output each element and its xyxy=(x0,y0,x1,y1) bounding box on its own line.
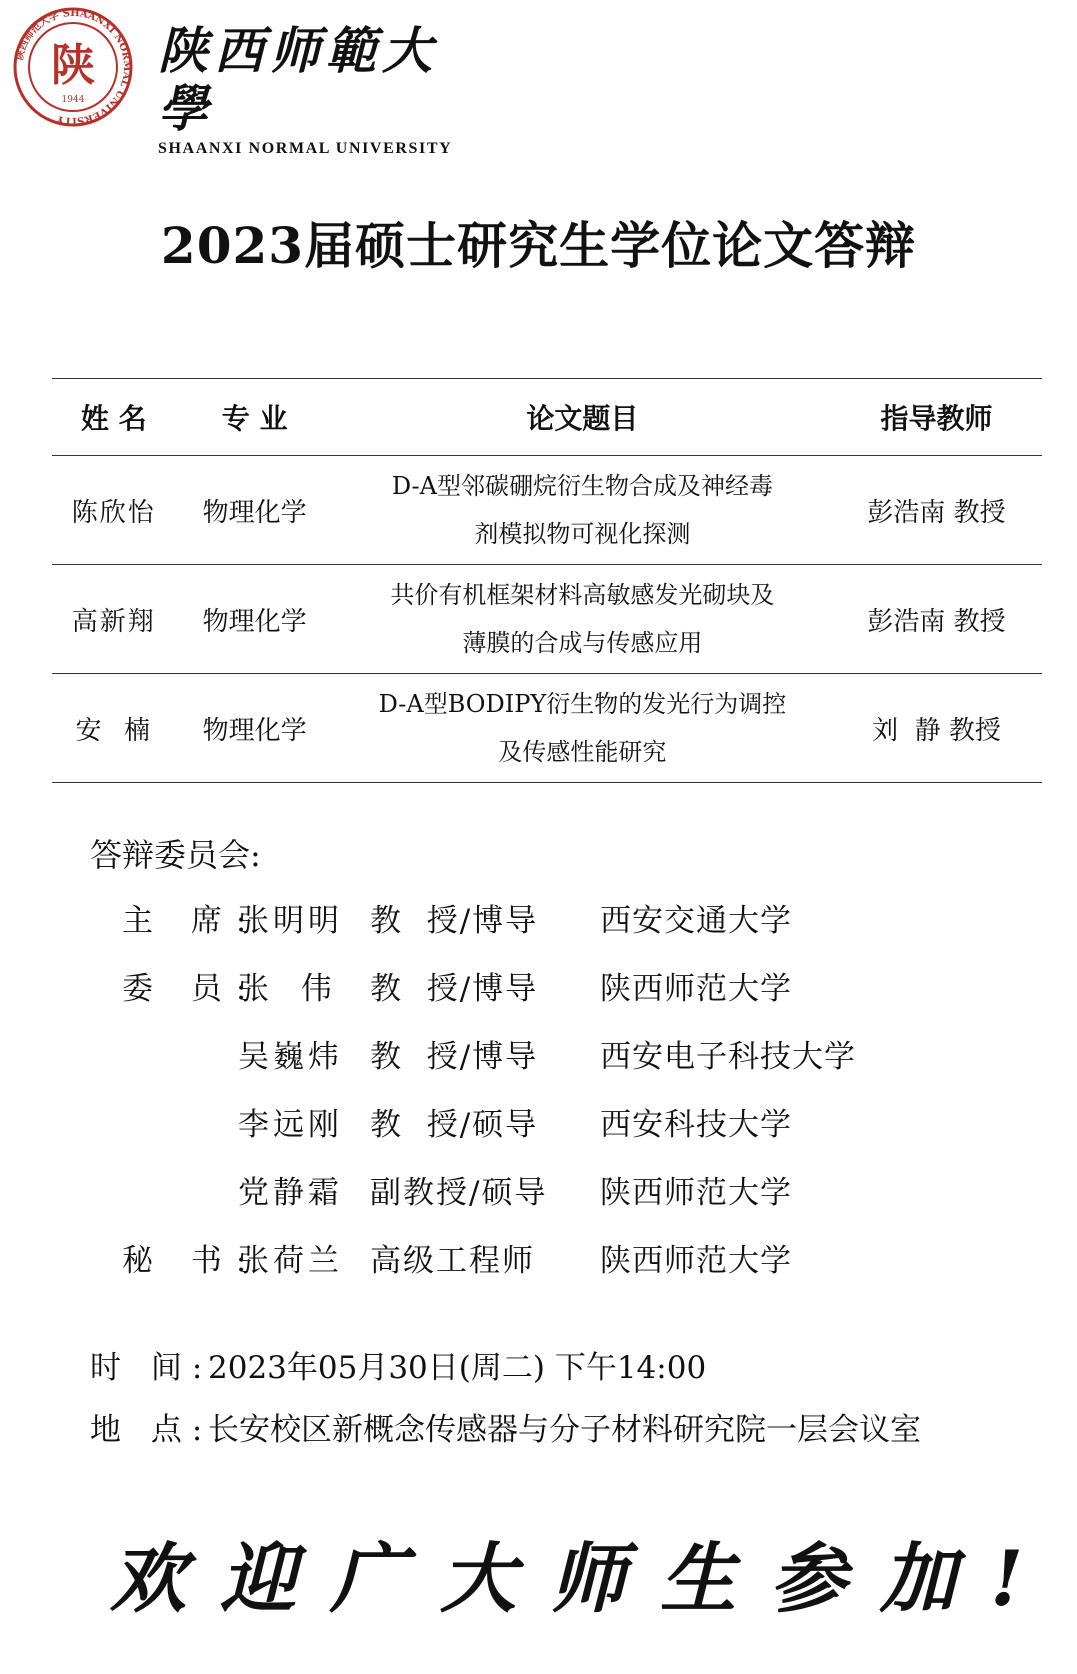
student-name: 高新翔 xyxy=(52,565,175,674)
thesis-topic-line: 薄膜的合成与传感应用 xyxy=(462,629,703,657)
member-name: 吴巍炜 xyxy=(238,1039,343,1075)
member-role: 秘 书: xyxy=(122,1243,261,1279)
header-name: 姓 名 xyxy=(52,379,175,456)
member-institution: 陕西师范大学 xyxy=(600,971,792,1007)
welcome-message: 欢迎广大师生参加! xyxy=(110,1534,1058,1623)
member-name: 张 伟 xyxy=(238,971,336,1007)
member-institution: 陕西师范大学 xyxy=(600,1243,792,1279)
header-advisor: 指导教师 xyxy=(831,379,1042,456)
member-name: 李远刚 xyxy=(238,1107,343,1143)
place-label: 地 点: xyxy=(90,1412,213,1448)
university-wordmark xyxy=(158,22,478,158)
committee-member xyxy=(122,1167,1022,1235)
header-topic: 论文题目 xyxy=(334,379,831,456)
thesis-topic-line: 共价有机框架材料高敏感发光砌块及 xyxy=(390,581,775,609)
header-major: 专 业 xyxy=(175,379,333,456)
thesis-topic xyxy=(334,565,831,674)
committee-list xyxy=(122,895,1022,1303)
thesis-topic-line: D-A型邻碳硼烷衍生物合成及神经毒 xyxy=(391,472,773,500)
time-value: 2023年05月30日(周二) 下午14:00 xyxy=(208,1350,707,1386)
student-major: 物理化学 xyxy=(175,565,333,674)
seal-year: 1944 xyxy=(61,95,85,105)
thesis-topic xyxy=(334,674,831,783)
thesis-topic xyxy=(334,456,831,565)
committee-heading: 答辩委员会: xyxy=(90,836,261,874)
university-name-en: SHAANXI NORMAL UNIVERSITY xyxy=(158,140,453,157)
place-value: 长安校区新概念传感器与分子材料研究院一层会议室 xyxy=(208,1412,921,1448)
member-institution: 西安电子科技大学 xyxy=(600,1039,856,1075)
time-label: 时 间: xyxy=(90,1350,213,1386)
table-header-row xyxy=(52,379,1042,456)
advisor: 刘 静 教授 xyxy=(831,674,1042,783)
thesis-table xyxy=(52,378,1042,783)
university-seal-logo xyxy=(12,6,134,128)
member-name: 党静霜 xyxy=(238,1175,343,1211)
schedule-place xyxy=(90,1404,921,1466)
advisor: 彭浩南 教授 xyxy=(831,456,1042,565)
member-role: 主 席: xyxy=(122,903,261,939)
member-name: 张荷兰 xyxy=(238,1243,343,1279)
student-major: 物理化学 xyxy=(175,456,333,565)
member-title: 教 授/硕导 xyxy=(370,1107,539,1143)
advisor: 彭浩南 教授 xyxy=(831,565,1042,674)
member-role: 委 员: xyxy=(122,971,261,1007)
committee-member xyxy=(122,963,1022,1031)
table-row xyxy=(52,674,1042,783)
table-row xyxy=(52,456,1042,565)
member-name: 张明明 xyxy=(238,903,343,939)
member-title: 高级工程师 xyxy=(370,1243,535,1279)
student-name: 陈欣怡 xyxy=(52,456,175,565)
schedule xyxy=(90,1342,921,1466)
member-institution: 西安科技大学 xyxy=(600,1107,792,1143)
page-title: 2023届硕士研究生学位论文答辩 xyxy=(160,216,917,275)
member-title: 教 授/博导 xyxy=(370,1039,539,1075)
table-row xyxy=(52,565,1042,674)
committee-member xyxy=(122,1099,1022,1167)
committee-member xyxy=(122,1235,1022,1303)
member-institution: 西安交通大学 xyxy=(600,903,792,939)
thesis-topic-line: 剂模拟物可视化探测 xyxy=(474,520,691,548)
member-title: 教 授/博导 xyxy=(370,971,539,1007)
thesis-topic-line: 及传感性能研究 xyxy=(498,738,667,766)
seal-ring-text: 陕西师范大学 SHAANXI NORMAL UNIVERSITY xyxy=(14,7,133,127)
member-title: 教 授/博导 xyxy=(370,903,539,939)
student-major: 物理化学 xyxy=(175,674,333,783)
university-name-cn: 陕西师範大學 xyxy=(158,21,438,138)
member-institution: 陕西师范大学 xyxy=(600,1175,792,1211)
thesis-topic-line: D-A型BODIPY衍生物的发光行为调控 xyxy=(378,690,787,718)
committee-member xyxy=(122,895,1022,963)
schedule-time xyxy=(90,1342,921,1404)
member-title: 副教授/硕导 xyxy=(370,1175,548,1211)
committee-member xyxy=(122,1031,1022,1099)
seal-center-char: 陕 xyxy=(51,40,95,91)
student-name: 安 楠 xyxy=(52,674,175,783)
